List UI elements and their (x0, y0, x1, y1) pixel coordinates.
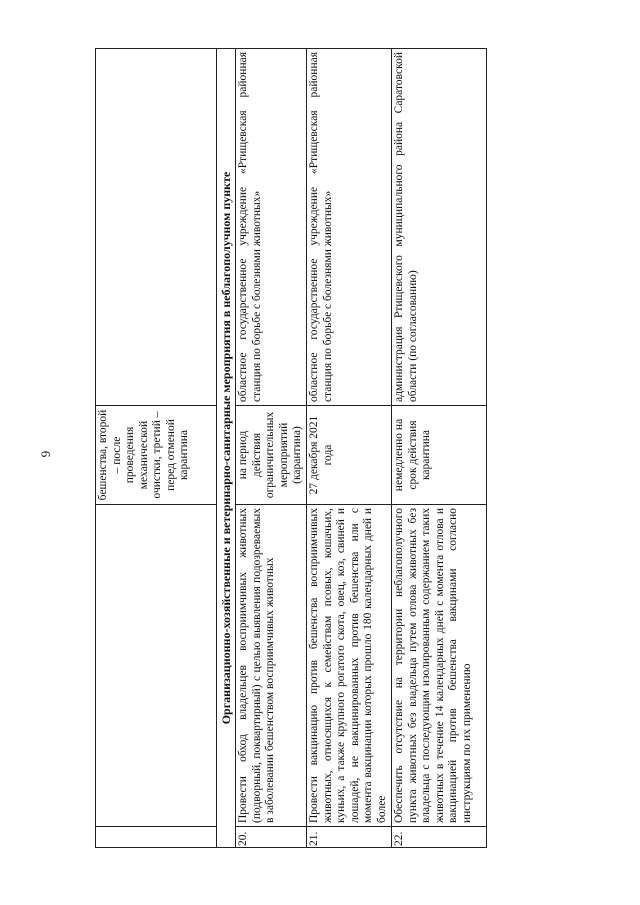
measures-table (95, 48, 487, 848)
row-responsible: областное государственное учреждение «Ртищевская районная станция по борьбе с болезнями животных» (306, 49, 391, 406)
page-number: 6 (38, 450, 54, 458)
measures-table-sheet (95, 48, 473, 848)
section-header-row (217, 49, 236, 848)
table-row (236, 49, 307, 848)
table-row (306, 49, 391, 848)
row-number: 20. (236, 827, 307, 848)
row-action (96, 505, 217, 827)
row-number: 22. (391, 827, 486, 848)
section-title: Организационно-хозяйственные и ветеринарно-санитарные мероприятия в неблагополучном пункте (217, 49, 236, 848)
table-row-continued (96, 49, 217, 848)
row-term: бешенства, второй – после проведения механической очистки, третий – перед отменой карантина (96, 406, 217, 505)
row-responsible (96, 49, 217, 406)
row-number (96, 827, 217, 848)
row-term: на период действия ограничительных мероприятий (карантина) (236, 406, 307, 505)
row-responsible: областное государственное учреждение «Ртищевская районная станция по борьбе с болезнями животных» (236, 49, 307, 406)
row-action: Обеспечить отсутствие на территории неблагополучного пункта животных без владельца путем отлова животных без владельца с последующим изолированным содержанием таких животных в течение 14 календарных дней с момента отлова и вакцинацией против бешенства вакцинами согласно инструкциям по их применению (391, 505, 486, 827)
row-action: Провести обход владельцев восприимчивых животных (подворный, поквартирный) с целью выявления подозреваемых в заболевании бешенством восприимчивых животных (236, 505, 307, 827)
row-responsible: администрация Ртищевского муниципального района Саратовской области (по согласованию) (391, 49, 486, 406)
row-term: немедленно на срок действия карантина (391, 406, 486, 505)
row-number: 21. (306, 827, 391, 848)
row-term: 27 декабря 2021 года (306, 406, 391, 505)
rotated-page-content (95, 48, 473, 848)
row-action: Провести вакцинацию против бешенства восприимчивых животных, относящихся к семействам псовых, кошачьих, куньих, а также крупного рогатого скота, овец, коз, свиней и лошадей, не вакцинированных против бешенства или с момента вакцинации которых прошло 180 календарных дней и более (306, 505, 391, 827)
table-row (391, 49, 486, 848)
